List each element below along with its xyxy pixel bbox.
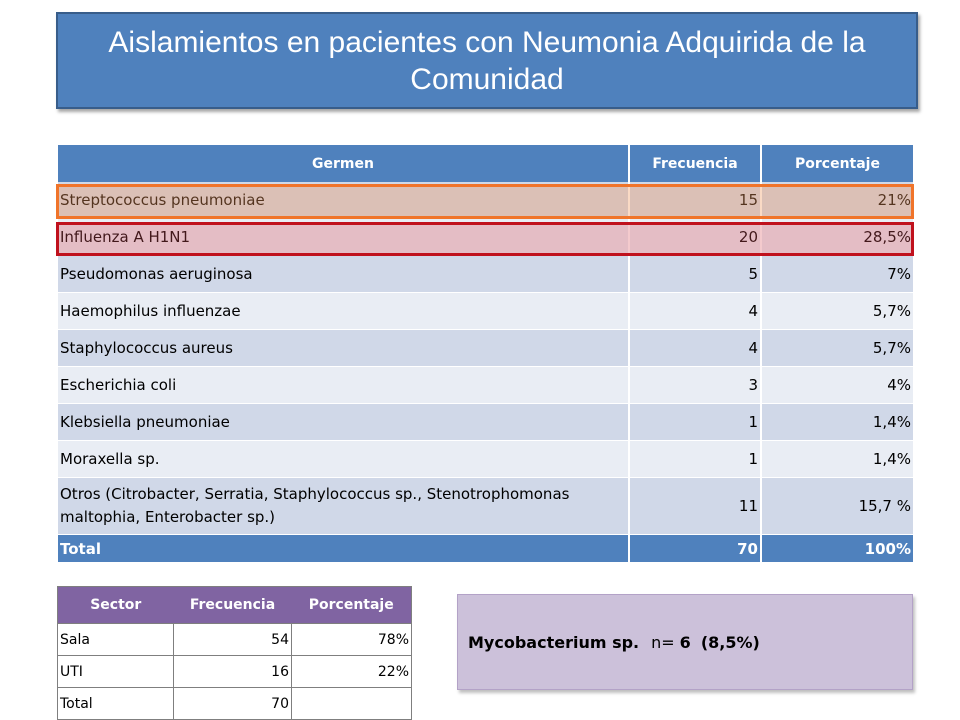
germen-cell: Moraxella sp. [58,441,629,478]
total-label: Total [58,535,629,563]
frecuencia-cell: 3 [629,367,761,404]
porcentaje-cell: 21% [761,182,913,219]
table-row [58,182,913,219]
sector-row [58,624,412,656]
frecuencia-cell: 4 [629,330,761,367]
germen-cell: Otros (Citrobacter, Serratia, Staphylococcus sp., Stenotrophomonas maltophia, Enterobacter sp.) [58,478,629,535]
porcentaje-cell [292,688,412,720]
porcentaje-cell: 78% [292,624,412,656]
table-row [58,330,913,367]
frecuencia-cell: 4 [629,293,761,330]
header-porcentaje: Porcentaje [292,587,412,624]
sector-row [58,656,412,688]
germen-cell: Staphylococcus aureus [58,330,629,367]
frecuencia-cell: 15 [629,182,761,219]
table-row [58,256,913,293]
germen-cell: Klebsiella pneumoniae [58,404,629,441]
germen-cell: Escherichia coli [58,367,629,404]
total-frecuencia: 70 [629,535,761,563]
page-title: Aislamientos en pacientes con Neumonia Adquirida de la Comunidad [108,25,866,96]
frecuencia-cell: 1 [629,404,761,441]
mycobacterium-label: Mycobacterium sp. [468,632,640,652]
porcentaje-cell: 28,5% [761,219,913,256]
sector-header-row [58,587,412,624]
table-row [58,219,913,256]
porcentaje-cell: 4% [761,367,913,404]
header-porcentaje: Porcentaje [761,145,913,182]
sector-row [58,688,412,720]
frecuencia-cell: 16 [174,656,292,688]
frecuencia-cell: 11 [629,478,761,535]
germen-cell: Streptococcus pneumoniae [58,182,629,219]
frecuencia-cell: 5 [629,256,761,293]
table-row [58,441,913,478]
porcentaje-cell: 15,7 % [761,478,913,535]
table-row [58,293,913,330]
table-row [58,404,913,441]
title-box [56,12,918,109]
frecuencia-cell: 20 [629,219,761,256]
header-sector: Sector [58,587,174,624]
table-row [58,478,913,535]
germen-cell: Influenza A H1N1 [58,219,629,256]
header-frecuencia: Frecuencia [174,587,292,624]
total-porcentaje: 100% [761,535,913,563]
header-frecuencia: Frecuencia [629,145,761,182]
n-label: n= [651,632,675,652]
frecuencia-cell: 54 [174,624,292,656]
mycobacterium-box [457,594,913,690]
header-germen: Germen [58,145,629,182]
porcentaje-cell: 22% [292,656,412,688]
germen-cell: Pseudomonas aeruginosa [58,256,629,293]
porcentaje-cell: 5,7% [761,293,913,330]
n-value: 6 [679,632,691,652]
sector-cell: Total [58,688,174,720]
porcentaje-cell: 1,4% [761,404,913,441]
sector-cell: Sala [58,624,174,656]
sector-table [57,586,412,720]
porcentaje-cell: 7% [761,256,913,293]
porcentaje-cell: 1,4% [761,441,913,478]
total-row [58,535,913,563]
frecuencia-cell: 1 [629,441,761,478]
table-row [58,367,913,404]
frecuencia-cell: 70 [174,688,292,720]
porcentaje-cell: 5,7% [761,330,913,367]
germen-cell: Haemophilus influenzae [58,293,629,330]
table-header-row [58,145,913,182]
sector-cell: UTI [58,656,174,688]
germen-table [58,145,913,563]
mycobacterium-percent: (8,5%) [700,632,760,652]
